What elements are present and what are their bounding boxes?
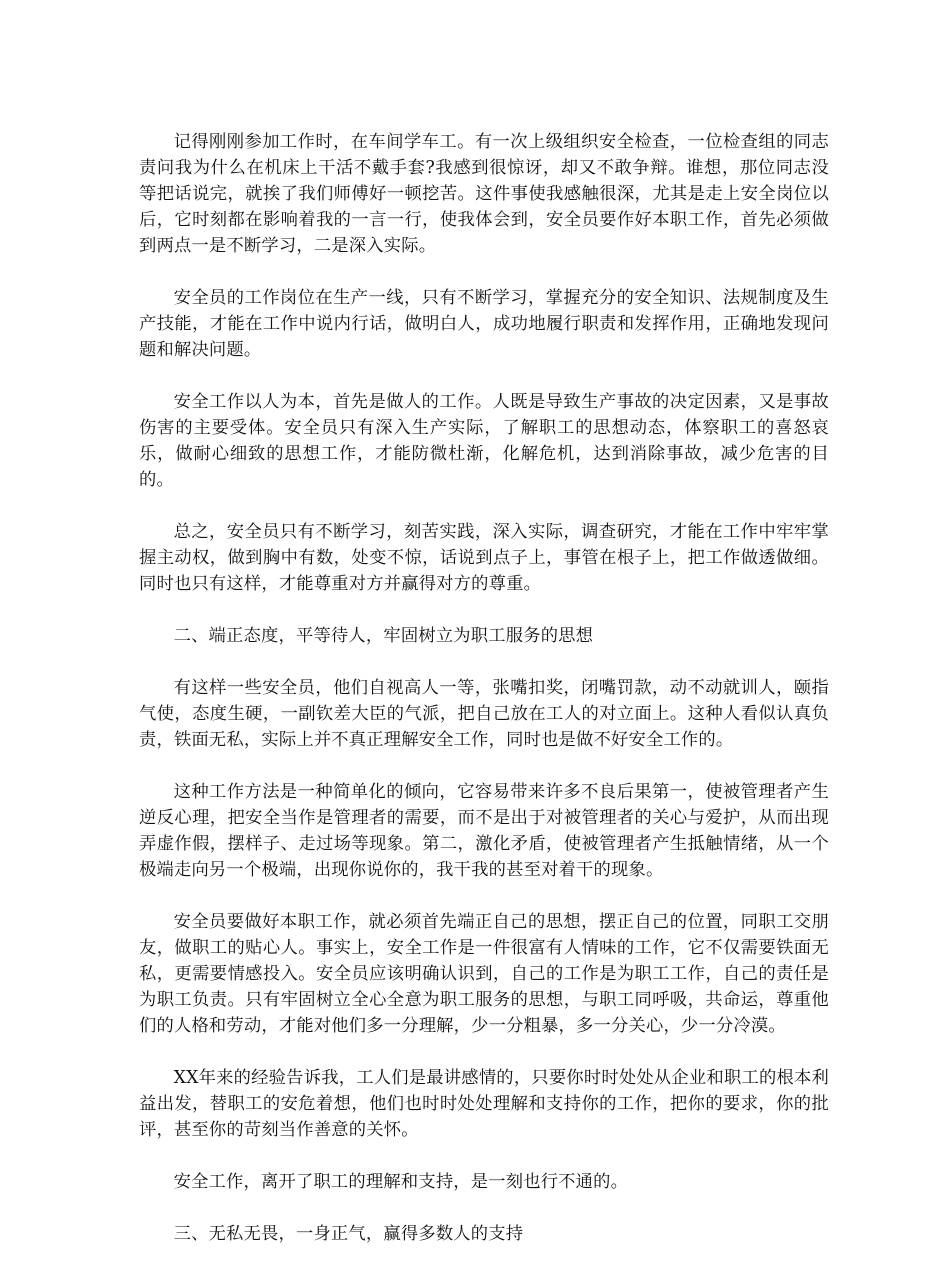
- document-body: [139, 129, 829, 1273]
- paragraph-7: 安全员要做好本职工作，就必须首先端正自己的思想，摆正自己的位置，同职工交朋友，做职工的贴心人。事实上，安全工作是一件很富有人情味的工作，它不仅需要铁面无私，更需要情感投入。安全员应该明确认识到，自己的工作是为职工工作，自己的责任是为职工负责。只有牢固树立全心全意为职工服务的思想，与职工同呼吸，共命运，尊重他们的人格和劳动，才能对他们多一分理解，少一分粗暴，多一分关心，少一分冷漠。: [139, 912, 829, 1036]
- paragraph-8: XX年来的经验告诉我，工人们是最讲感情的，只要你时时处处从企业和职工的根本利益出发，替职工的安危着想，他们也时时处处理解和支持你的工作，把你的要求，你的批评，甚至你的苛刻当作善意的关怀。: [139, 1068, 829, 1140]
- paragraph-9: 安全工作，离开了职工的理解和支持，是一刻也行不通的。: [173, 1172, 629, 1192]
- paragraph-3: 安全工作以人为本，首先是做人的工作。人既是导致生产事故的决定因素，又是事故伤害的主要受体。安全员只有深入生产实际，了解职工的思想动态，体察职工的喜怒哀乐，做耐心细致的思想工作，才能防微杜渐，化解危机，达到消除事故，减少危害的目的。: [139, 392, 829, 490]
- paragraph-6: 这种工作方法是一种简单化的倾向，它容易带来许多不良后果第一，使被管理者产生逆反心理，把安全当作是管理者的需要，而不是出于对被管理者的关心与爱护，从而出现弄虚作假，摆样子、走过场等现象。第二，激化矛盾，使被管理者产生抵触情绪，从一个极端走向另一个极端，出现你说你的，我干我的甚至对着干的现象。: [139, 782, 829, 880]
- paragraph-4: 总之，安全员只有不断学习，刻苦实践，深入实际，调查研究，才能在工作中牢牢掌握主动权，做到胸中有数，处变不惊，话说到点子上，事管在根子上，把工作做透做细。同时也只有这样，才能尊重对方并赢得对方的尊重。: [139, 522, 829, 594]
- paragraph-2: 安全员的工作岗位在生产一线，只有不断学习，掌握充分的安全知识、法规制度及生产技能，才能在工作中说内行话，做明白人，成功地履行职责和发挥作用，正确地发现问题和解决问题。: [139, 288, 829, 360]
- section-heading-3: 三、无私无畏，一身正气，赢得多数人的支持: [173, 1224, 524, 1244]
- paragraph-1: 记得刚刚参加工作时，在车间学车工。有一次上级组织安全检查，一位检查组的同志责问我为什么在机床上干活不戴手套?我感到很惊讶，却又不敢争辩。谁想，那位同志没等把话说完，就挨了我们师傅好一顿挖苦。这件事使我感触很深，尤其是走上安全岗位以后，它时刻都在影响着我的一言一行，使我体会到，安全员要作好本职工作，首先必须做到两点一是不断学习，二是深入实际。: [139, 132, 829, 256]
- paragraph-5: 有这样一些安全员，他们自视高人一等，张嘴扣奖，闭嘴罚款，动不动就训人，颐指气使，态度生硬，一副钦差大臣的气派，把自己放在工人的对立面上。这种人看似认真负责，铁面无私，实际上并不真正理解安全工作，同时也是做不好安全工作的。: [139, 678, 829, 750]
- section-heading-2: 二、端正态度，平等待人，牢固树立为职工服务的思想: [173, 626, 594, 646]
